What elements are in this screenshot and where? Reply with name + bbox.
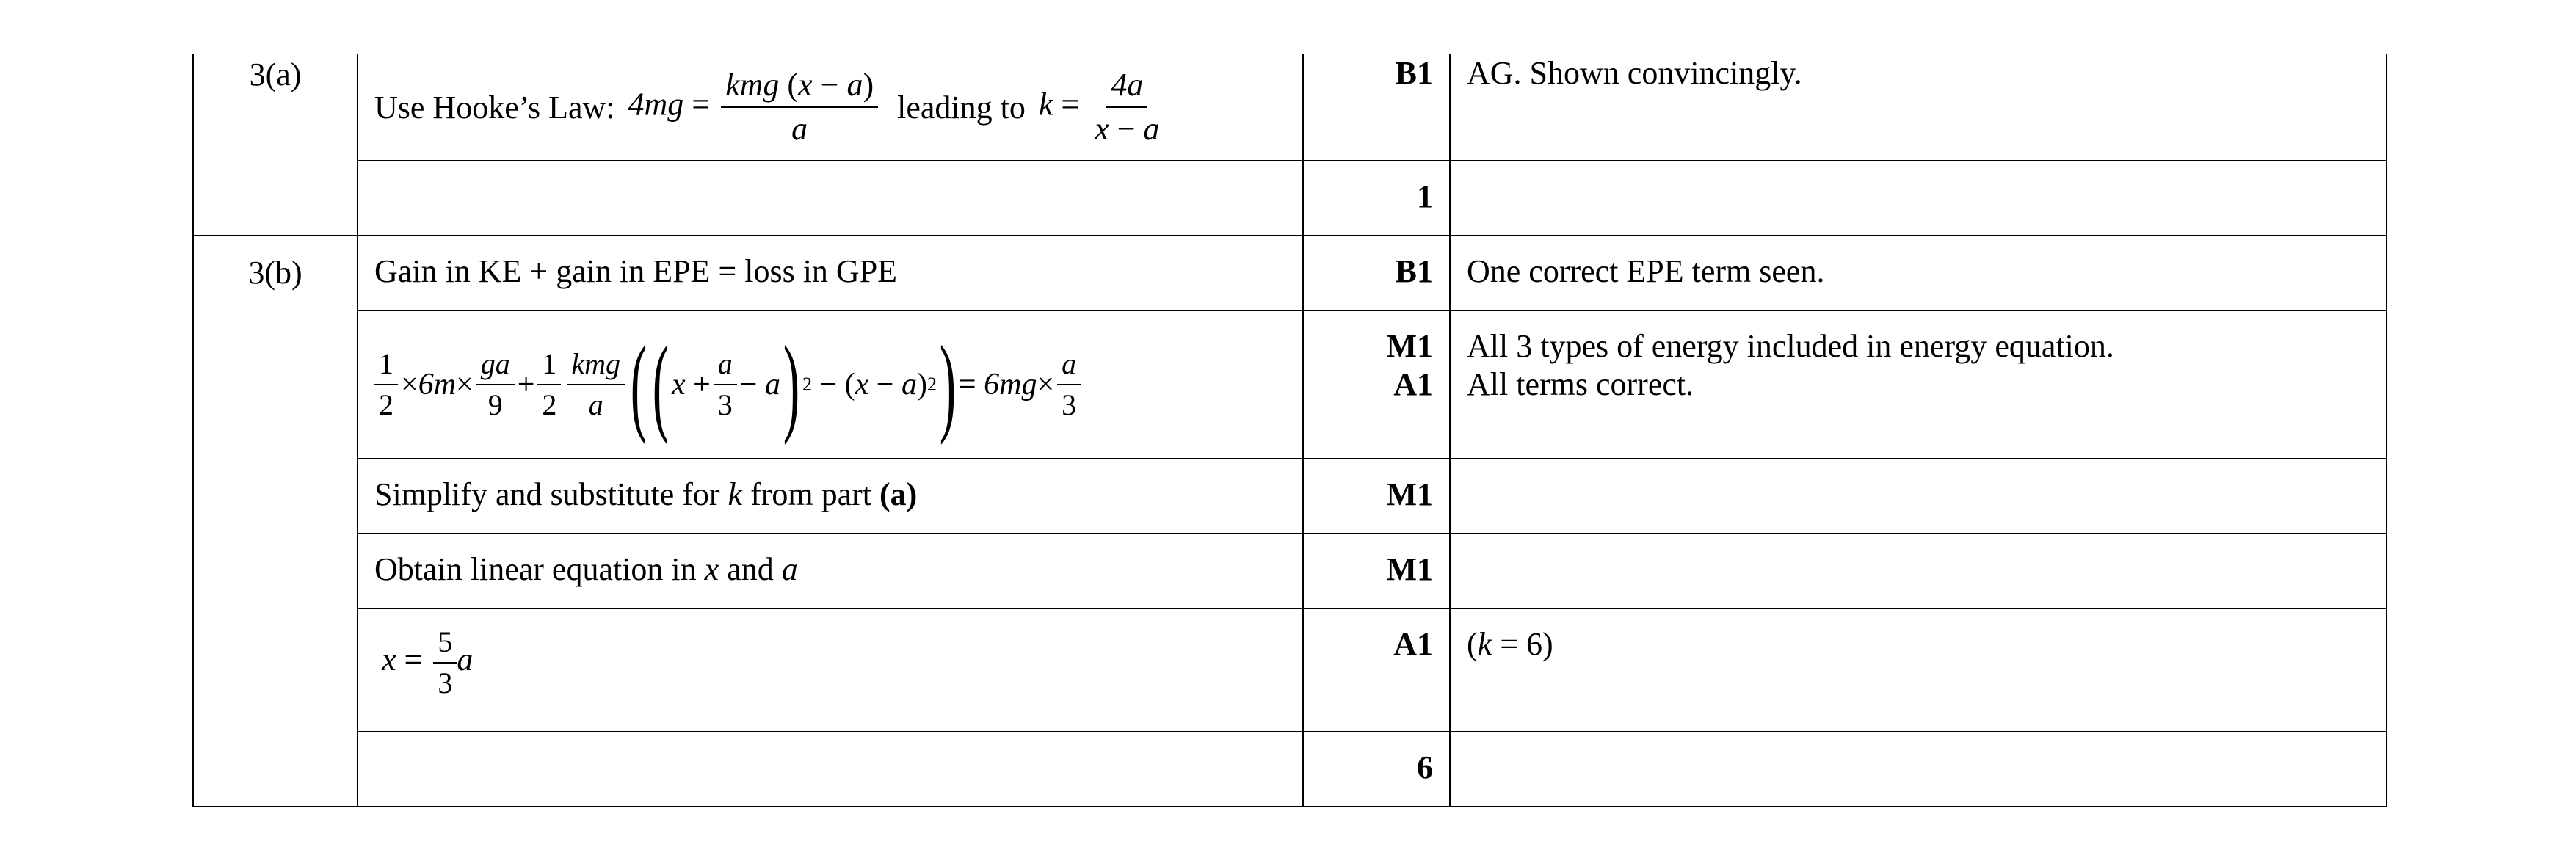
table-row [193, 732, 2387, 807]
energy-equation: $\frac{1}{2}$ × 6 m × $\frac{ga}{9}$ + $\frac{1}{2}$ $\frac{\text{kmg}}{a}$ ( ( x + $\frac{a}{3}$ − a ) 2 − ( x − a ) 2 ) = 6 mg × $\frac{a}{3}$ [374, 311, 1302, 458]
mark-cell: M1 [1303, 459, 1450, 534]
answer-cell [358, 310, 1303, 459]
table-row [193, 534, 2387, 608]
k-equation: k = $\frac{4a}{x - a}$ [1038, 66, 1160, 147]
guidance-cell [1450, 459, 2387, 534]
table-row [193, 236, 2387, 310]
guidance-cell [1450, 732, 2387, 807]
table-row [193, 310, 2387, 459]
question-number: 3(b) [193, 236, 358, 807]
table-row [193, 608, 2387, 732]
guidance-cell: One correct EPE term seen. [1450, 236, 2387, 310]
guidance-cell: AG. Shown convincingly. [1450, 54, 2387, 161]
mark-cell: B1 [1303, 54, 1450, 161]
answer-cell [358, 161, 1303, 236]
answer-cell: Gain in KE + gain in EPE = loss in GPE [358, 236, 1303, 310]
guidance-cell [1450, 534, 2387, 608]
mark-cell: B1 [1303, 236, 1450, 310]
guidance-cell: All 3 types of energy included in energy equation. All terms correct. [1450, 310, 2387, 459]
answer-cell: Obtain linear equation in x and a [358, 534, 1303, 608]
mark-cell: A1 [1303, 608, 1450, 732]
mark-scheme-table [192, 54, 2387, 807]
table-row [193, 161, 2387, 236]
mark-total: 6 [1303, 732, 1450, 807]
hookes-law-equation: 4mg = $\frac{\text{kmg (x − a)}}{a}$ [628, 68, 882, 146]
table-row [193, 459, 2387, 534]
answer-connector: leading to [897, 89, 1026, 126]
mark-cell: M1 [1303, 534, 1450, 608]
mark-cell: M1 A1 [1303, 310, 1450, 459]
mark-total: 1 [1303, 161, 1450, 236]
answer-cell [358, 608, 1303, 732]
answer-cell: Simplify and substitute for k from part (a) [358, 459, 1303, 534]
final-answer-equation: x = $\frac{5}{3}$ a [382, 625, 474, 699]
answer-cell [358, 54, 1303, 161]
guidance-cell: (k = 6) [1450, 608, 2387, 732]
table-row [193, 54, 2387, 161]
question-number: 3(a) [193, 54, 358, 236]
answer-cell [358, 732, 1303, 807]
guidance-cell [1450, 161, 2387, 236]
answer-text: Use Hooke’s Law: [374, 89, 615, 126]
